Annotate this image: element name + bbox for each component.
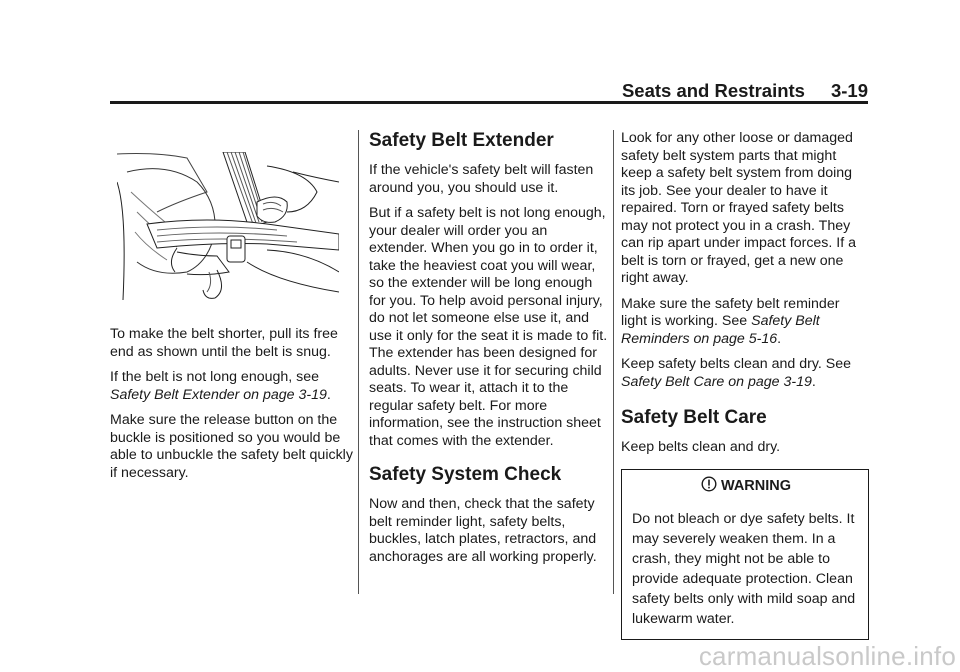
section-heading: Safety Belt Extender (369, 130, 554, 151)
paragraph: Keep belts clean and dry. (621, 439, 781, 455)
paragraph (110, 369, 353, 404)
warning-label: WARNING (720, 477, 792, 494)
warning-title (632, 476, 860, 496)
page-header (110, 80, 868, 102)
header-rule (110, 101, 868, 104)
paragraph: But if a safety belt is not long enough, your dealer will order you an extender. When you go in to order it, take the heaviest coat you will wear, so the extender will be long enough for you. To help avoid personal injury, do not let someone else use it, and use it only for the seat it is made to fit. The extender has been designed for adults. Never use it for securing child seats. To wear it, attach it to the regular safety belt. For more information, see the instruction sheet that comes with the extender. (369, 205, 608, 449)
cross-reference-link[interactable]: Safety Belt Extender on page 3-19 (110, 386, 327, 403)
paragraph: To make the belt shorter, pull its free end as shown until the belt is snug. (110, 326, 338, 360)
paragraph (621, 296, 869, 349)
warning-body: Do not bleach or dye safety belts. It may severely weaken them. In a crash, they might not be able to provide adequate protection. Clean safety belts only with mild soap and lukewarm water. (632, 511, 856, 627)
paragraph: Look for any other loose or damaged safety belt system parts that might keep a safety belt system from doing its job. See your dealer to have it repaired. Torn or frayed safety belts may not protect you in a crash. They can rip apart under impact forces. If a belt is torn or frayed, get a new one right away. (621, 130, 856, 286)
paragraph-text: If the belt is not long enough, see (110, 369, 320, 385)
paragraph-text: Keep safety belts clean and dry. See (621, 356, 852, 372)
cross-reference-link[interactable]: Safety Belt Care on page 3-19 (621, 373, 812, 390)
paragraph: Make sure the release button on the buckle is positioned so you would be able to unbuckle the safety belt quickly if necessary. (110, 412, 353, 481)
paragraph-text: . (777, 330, 782, 347)
paragraph-text: Make sure the safety belt reminder light is working. See (621, 295, 840, 329)
column-1 (110, 326, 353, 490)
paragraph-text: . (326, 386, 331, 403)
section-heading: Safety Belt Care (621, 407, 767, 428)
cross-reference-link[interactable]: Safety Belt Reminders on page 5-16 (621, 313, 820, 347)
column-2 (369, 130, 609, 574)
page-number: 3-19 (830, 80, 868, 101)
column-divider-1 (358, 130, 359, 594)
section-title: Seats and Restraints (621, 80, 805, 101)
column-divider-2 (613, 130, 614, 594)
paragraph-text: . (811, 373, 816, 390)
column-3 (621, 130, 869, 640)
paragraph (621, 356, 869, 391)
paragraph: If the vehicle's safety belt will fasten around you, you should use it. (369, 162, 594, 196)
paragraph: Now and then, check that the safety belt reminder light, safety belts, buckles, latch plates, retractors, and anchorages are all working properly. (369, 496, 597, 565)
warning-icon (701, 476, 717, 492)
warning-box (621, 469, 869, 641)
section-heading: Safety System Check (369, 464, 562, 485)
seatbelt-adjust-illustration (117, 152, 339, 300)
watermark: carmanualsonline.info (698, 641, 956, 671)
